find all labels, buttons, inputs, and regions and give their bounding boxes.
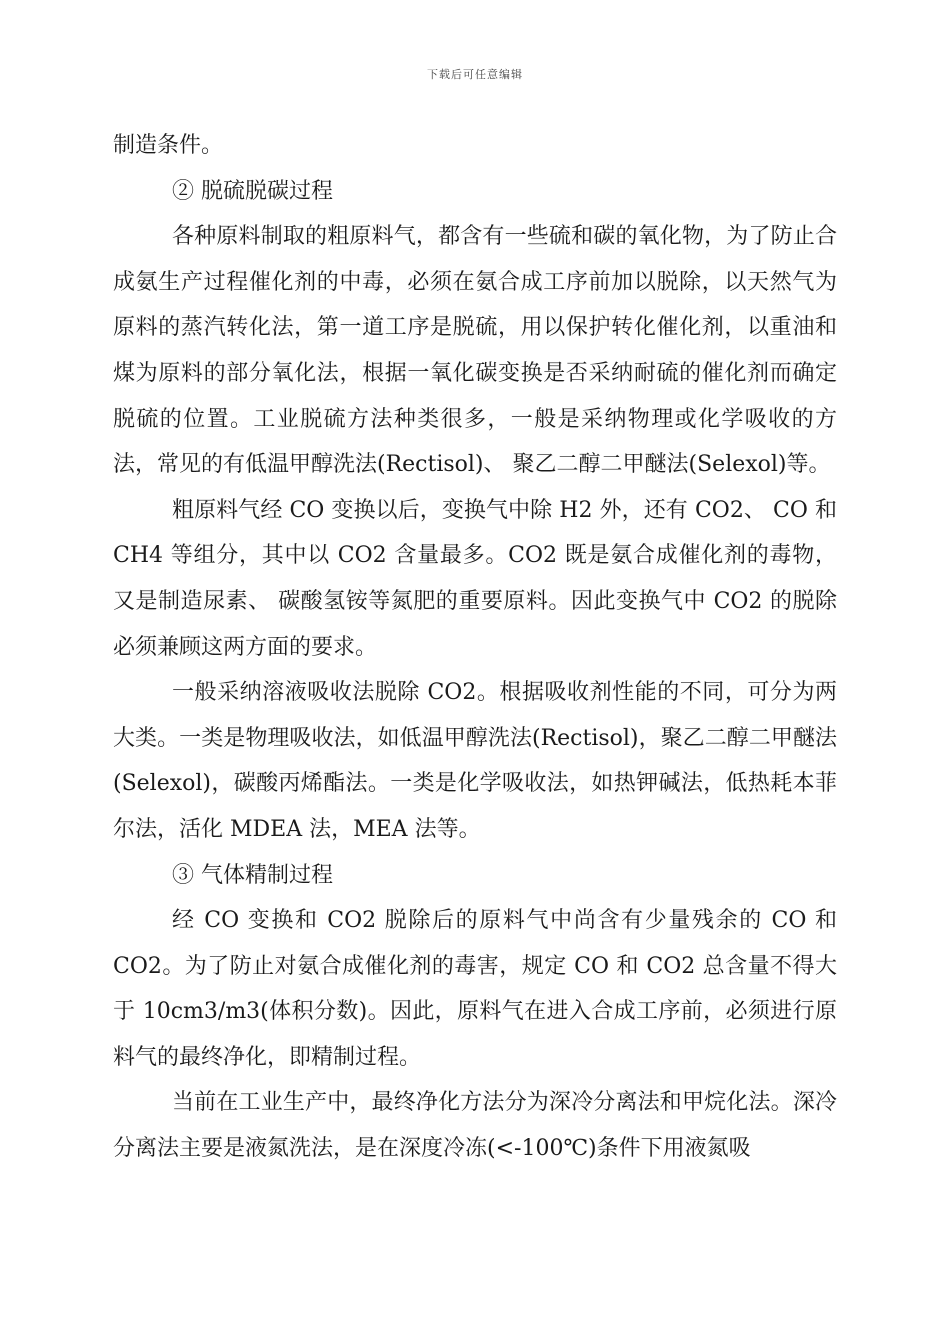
paragraph-desulfurization: 各种原料制取的粗原料气，都含有一些硫和碳的氧化物，为了防止合成氨生产过程催化剂的中毒，必须在氨合成工序前加以脱除，以天然气为原料的蒸汽转化法，第一道工序是脱硫，用以保护转化催化剂，以重油和煤为原料的部分氧化法，根据一氧化碳变换是否采纳耐硫的催化剂而确定脱硫的位置。工业脱硫方法种类很多，一般是采纳物理或化学吸收的方法，常见的有低温甲醇洗法(Rectisol)、 聚乙二醇二甲醚法(Selexol)等。: [113, 224, 837, 478]
paragraph-co2-removal: 一般采纳溶液吸收法脱除 CO2。根据吸收剂性能的不同，可分为两大类。一类是物理吸收法，如低温甲醇洗法(Rectisol)，聚乙二醇二甲醚法(Selexol)，碳酸丙烯酯法。一类是化学吸收法，如热钾碱法，低热耗本菲尔法，活化 MDEA 法，MEA 法等。: [113, 680, 837, 842]
document-body: [113, 123, 837, 1172]
section-heading-desulfurization: ② 脱硫脱碳过程: [172, 178, 333, 204]
paragraph-final-purification: 当前在工业生产中，最终净化方法分为深冷分离法和甲烷化法。深冷分离法主要是液氮洗法，是在深度冷冻(<-100℃)条件下用液氮吸: [113, 1090, 837, 1162]
page-header: 下载后可任意编辑: [427, 68, 523, 81]
paragraph-co2-content: 粗原料气经 CO 变换以后，变换气中除 H2 外，还有 CO2、 CO 和 CH4 等组分，其中以 CO2 含量最多。CO2 既是氨合成催化剂的毒物，又是制造尿素、 碳酸氢铵等氮肥的重要原料。因此变换气中 CO2 的脱除必须兼顾这两方面的要求。: [113, 497, 837, 660]
paragraph-purification: 经 CO 变换和 CO2 脱除后的原料气中尚含有少量残余的 CO 和 CO2。为了防止对氨合成催化剂的毒害，规定 CO 和 CO2 总含量不得大于 10cm3/m3(体积分数)。因此，原料气在进入合成工序前，必须进行原料气的最终净化，即精制过程。: [113, 908, 837, 1070]
paragraph-continuation: 制造条件。: [113, 133, 224, 158]
section-heading-purification: ③ 气体精制过程: [172, 862, 333, 888]
